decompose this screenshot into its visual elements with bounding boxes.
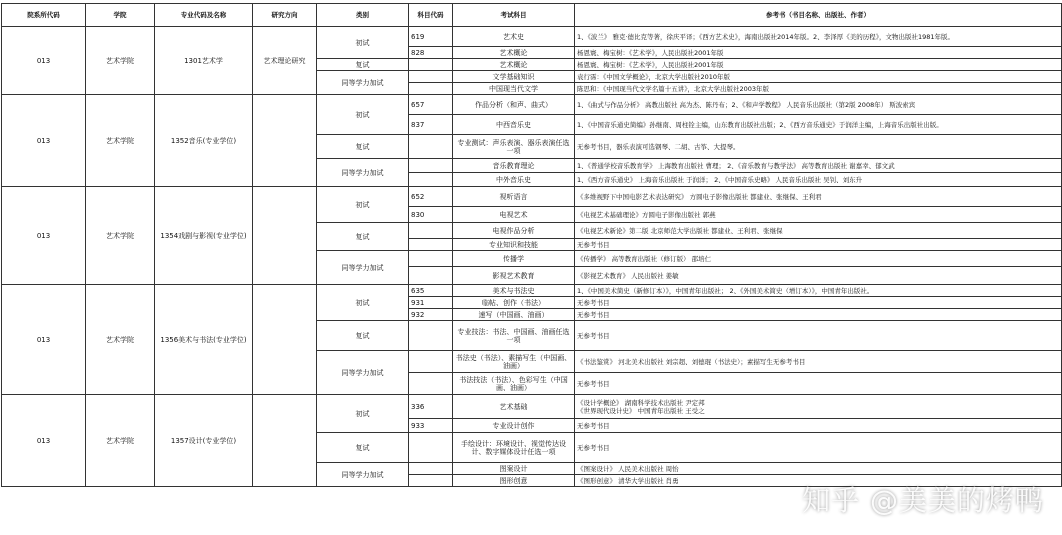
reference-cell: 《影视艺术教育》 人民出版社 姜敏 (575, 267, 1062, 285)
header-row (2, 4, 1062, 27)
direction-cell: 艺术理论研究 (253, 27, 317, 95)
reference-cell: 无参考书目 (575, 433, 1062, 463)
exam-subject-cell: 艺术基础 (453, 395, 575, 419)
table-row (2, 95, 1062, 115)
reference-cell: 1、《波兰》 雅克·德比克等著，徐庆平译；《西方艺术史》，海南出版社2014年版。2、李泽厚《美的历程》，文物出版社1981年版。 (575, 27, 1062, 47)
exam-subject-cell: 中西音乐史 (453, 115, 575, 135)
category-cell: 同等学力加试 (317, 251, 409, 285)
header-direction: 研究方向 (253, 4, 317, 27)
exam-subject-cell: 电视艺术 (453, 207, 575, 223)
reference-cell: 无参考书目 (575, 297, 1062, 309)
reference-cell: 《传播学》 高等教育出版社（修订版） 邵培仁 (575, 251, 1062, 267)
subject-code-cell (409, 433, 453, 463)
category-cell: 复试 (317, 135, 409, 159)
direction-cell (253, 187, 317, 285)
exam-subject-cell: 书法史（书法）、素描写生（中国画、油画） (453, 351, 575, 373)
subject-code-cell: 657 (409, 95, 453, 115)
table-row (2, 27, 1062, 47)
table-row (2, 285, 1062, 297)
admissions-table (1, 3, 1062, 487)
subject-code-cell (409, 83, 453, 95)
category-cell: 复试 (317, 433, 409, 463)
table-body (2, 27, 1062, 487)
category-cell: 复试 (317, 223, 409, 251)
subject-code-cell: 933 (409, 419, 453, 433)
exam-subject-cell: 临帖、创作（书法） (453, 297, 575, 309)
reference-cell: 1、《中国美术简史（新修订本）》，中国青年出版社； 2、《外国美术简史（增订本）》，中国青年出版社。 (575, 285, 1062, 297)
exam-subject-cell: 艺术概论 (453, 47, 575, 59)
exam-subject-cell: 专业设计创作 (453, 419, 575, 433)
reference-cell: 杨恩寰、梅宝树：《艺术学》，人民出版社2001年版 (575, 59, 1062, 71)
header-references: 参考书（书目名称、出版社、作者） (575, 4, 1062, 27)
reference-cell: 《书法鉴赏》 河北美术出版社 刘宗超、刘德琨（书法史）；素描写生无参考书目 (575, 351, 1062, 373)
reference-cell: 无参考书目，器乐表演可选钢琴、二胡、古筝、大提琴。 (575, 135, 1062, 159)
table-row (2, 187, 1062, 207)
reference-cell: 1、《普通学校音乐教育学》 上海教育出版社 曹理； 2、《音乐教育与教学法》 高等教育出版社 谢嘉幸、郁文武 (575, 159, 1062, 173)
direction-cell (253, 285, 317, 395)
subject-code-cell (409, 223, 453, 239)
college-cell: 艺术学院 (86, 395, 155, 487)
subject-code-cell (409, 475, 453, 487)
category-cell: 初试 (317, 27, 409, 59)
exam-subject-cell: 视听语言 (453, 187, 575, 207)
major-cell: 1354戏剧与影视(专业学位) (155, 187, 253, 285)
exam-subject-cell: 中外音乐史 (453, 173, 575, 187)
subject-code-cell (409, 373, 453, 395)
watermark: 知乎 @美美的烤鸭 (802, 484, 1044, 517)
reference-cell: 《图案设计》 人民美术出版社 周怡 (575, 463, 1062, 475)
reference-cell: 无参考书目 (575, 309, 1062, 321)
category-cell: 初试 (317, 187, 409, 223)
reference-cell: 1、《中国音乐通史简编》孙继南、周柱铨主编，山东教育出版社出版；2、《西方音乐通史》于润洋主编，上海音乐出版社出版。 (575, 115, 1062, 135)
subject-code-cell (409, 251, 453, 267)
college-cell: 艺术学院 (86, 27, 155, 95)
exam-subject-cell: 影视艺术教育 (453, 267, 575, 285)
college-cell: 艺术学院 (86, 95, 155, 187)
reference-cell: 无参考书目 (575, 239, 1062, 251)
exam-subject-cell: 传播学 (453, 251, 575, 267)
category-cell: 同等学力加试 (317, 71, 409, 95)
dept-code-cell: 013 (2, 395, 86, 487)
exam-subject-cell: 文学基础知识 (453, 71, 575, 83)
subject-code-cell (409, 135, 453, 159)
dept-code-cell: 013 (2, 187, 86, 285)
category-cell: 复试 (317, 59, 409, 71)
direction-cell (253, 95, 317, 187)
reference-cell: 无参考书目 (575, 373, 1062, 395)
reference-cell: 《设计学概论》 湖南科学技术出版社 尹定邦 《世界现代设计史》 中国青年出版社 王受之 (575, 395, 1062, 419)
dept-code-cell: 013 (2, 95, 86, 187)
category-cell: 同等学力加试 (317, 351, 409, 395)
exam-subject-cell: 音乐教育理论 (453, 159, 575, 173)
reference-cell: 1、《曲式与作品分析》 高教出版社 高为杰、陈丹布；2、《和声学教程》 人民音乐出版社（第2版 2008年） 斯波索宾 (575, 95, 1062, 115)
reference-cell: 1、《西方音乐通史》 上海音乐出版社 于润洋； 2、《中国音乐史略》 人民音乐出版社 吴钊、刘东升 (575, 173, 1062, 187)
subject-code-cell: 932 (409, 309, 453, 321)
category-cell: 同等学力加试 (317, 159, 409, 187)
exam-subject-cell: 专业技法：书法、中国画、油画任选一项 (453, 321, 575, 351)
reference-cell: 《电视艺术基础理论》方圆电子影像出版社 郭燕 (575, 207, 1062, 223)
exam-subject-cell: 图案设计 (453, 463, 575, 475)
table-row (2, 395, 1062, 419)
exam-subject-cell: 艺术概论 (453, 59, 575, 71)
subject-code-cell: 830 (409, 207, 453, 223)
subject-code-cell: 336 (409, 395, 453, 419)
reference-cell: 杨恩寰、梅宝树：《艺术学》，人民出版社2001年版 (575, 47, 1062, 59)
header-college: 学院 (86, 4, 155, 27)
subject-code-cell: 931 (409, 297, 453, 309)
subject-code-cell (409, 321, 453, 351)
major-cell: 1356美术与书法(专业学位) (155, 285, 253, 395)
header-dept-code: 院系所代码 (2, 4, 86, 27)
subject-code-cell (409, 59, 453, 71)
college-cell: 艺术学院 (86, 285, 155, 395)
major-cell: 1352音乐(专业学位) (155, 95, 253, 187)
header-category: 类别 (317, 4, 409, 27)
exam-subject-cell: 专业测试：声乐表演、器乐表演任选一项 (453, 135, 575, 159)
reference-cell: 袁行霈：《中国文学概论》，北京大学出版社2010年版 (575, 71, 1062, 83)
exam-subject-cell: 作品分析（和声、曲式） (453, 95, 575, 115)
subject-code-cell (409, 159, 453, 173)
reference-cell: 《电视艺术新论》第二版 北京师范大学出版社 都建业、王利君、张继保 (575, 223, 1062, 239)
header-major: 专业代码及名称 (155, 4, 253, 27)
subject-code-cell: 619 (409, 27, 453, 47)
subject-code-cell: 652 (409, 187, 453, 207)
reference-cell: 无参考书目 (575, 419, 1062, 433)
subject-code-cell: 635 (409, 285, 453, 297)
category-cell: 初试 (317, 285, 409, 321)
category-cell: 初试 (317, 95, 409, 135)
category-cell: 初试 (317, 395, 409, 433)
dept-code-cell: 013 (2, 27, 86, 95)
subject-code-cell (409, 239, 453, 251)
subject-code-cell (409, 267, 453, 285)
reference-cell: 无参考书目 (575, 321, 1062, 351)
major-cell: 1301艺术学 (155, 27, 253, 95)
subject-code-cell (409, 71, 453, 83)
reference-cell: 《多维视野下中国电影艺术表达研究》 方圆电子影像出版社 都建业、张继保、王利君 (575, 187, 1062, 207)
reference-cell: 陈思和：《中国现当代文学名篇十五讲》，北京大学出版社2003年版 (575, 83, 1062, 95)
category-cell: 复试 (317, 321, 409, 351)
dept-code-cell: 013 (2, 285, 86, 395)
exam-subject-cell: 艺术史 (453, 27, 575, 47)
subject-code-cell (409, 173, 453, 187)
major-cell: 1357设计(专业学位) (155, 395, 253, 487)
subject-code-cell: 837 (409, 115, 453, 135)
direction-cell (253, 395, 317, 487)
header-subject-code: 科目代码 (409, 4, 453, 27)
header-exam-subject: 考试科目 (453, 4, 575, 27)
exam-subject-cell: 手绘设计：环境设计、视觉传达设计、数字媒体设计任选一项 (453, 433, 575, 463)
reference-cell: 《图形创意》 清华大学出版社 肖勇 (575, 475, 1062, 487)
category-cell: 同等学力加试 (317, 463, 409, 487)
subject-code-cell (409, 463, 453, 475)
exam-subject-cell: 美术与书法史 (453, 285, 575, 297)
exam-subject-cell: 图形创意 (453, 475, 575, 487)
college-cell: 艺术学院 (86, 187, 155, 285)
exam-subject-cell: 专业知识和技能 (453, 239, 575, 251)
exam-subject-cell: 书法技法（书法）、色彩写生（中国画、油画） (453, 373, 575, 395)
exam-subject-cell: 电视作品分析 (453, 223, 575, 239)
exam-subject-cell: 速写（中国画、油画） (453, 309, 575, 321)
exam-subject-cell: 中国现当代文学 (453, 83, 575, 95)
subject-code-cell: 828 (409, 47, 453, 59)
subject-code-cell (409, 351, 453, 373)
